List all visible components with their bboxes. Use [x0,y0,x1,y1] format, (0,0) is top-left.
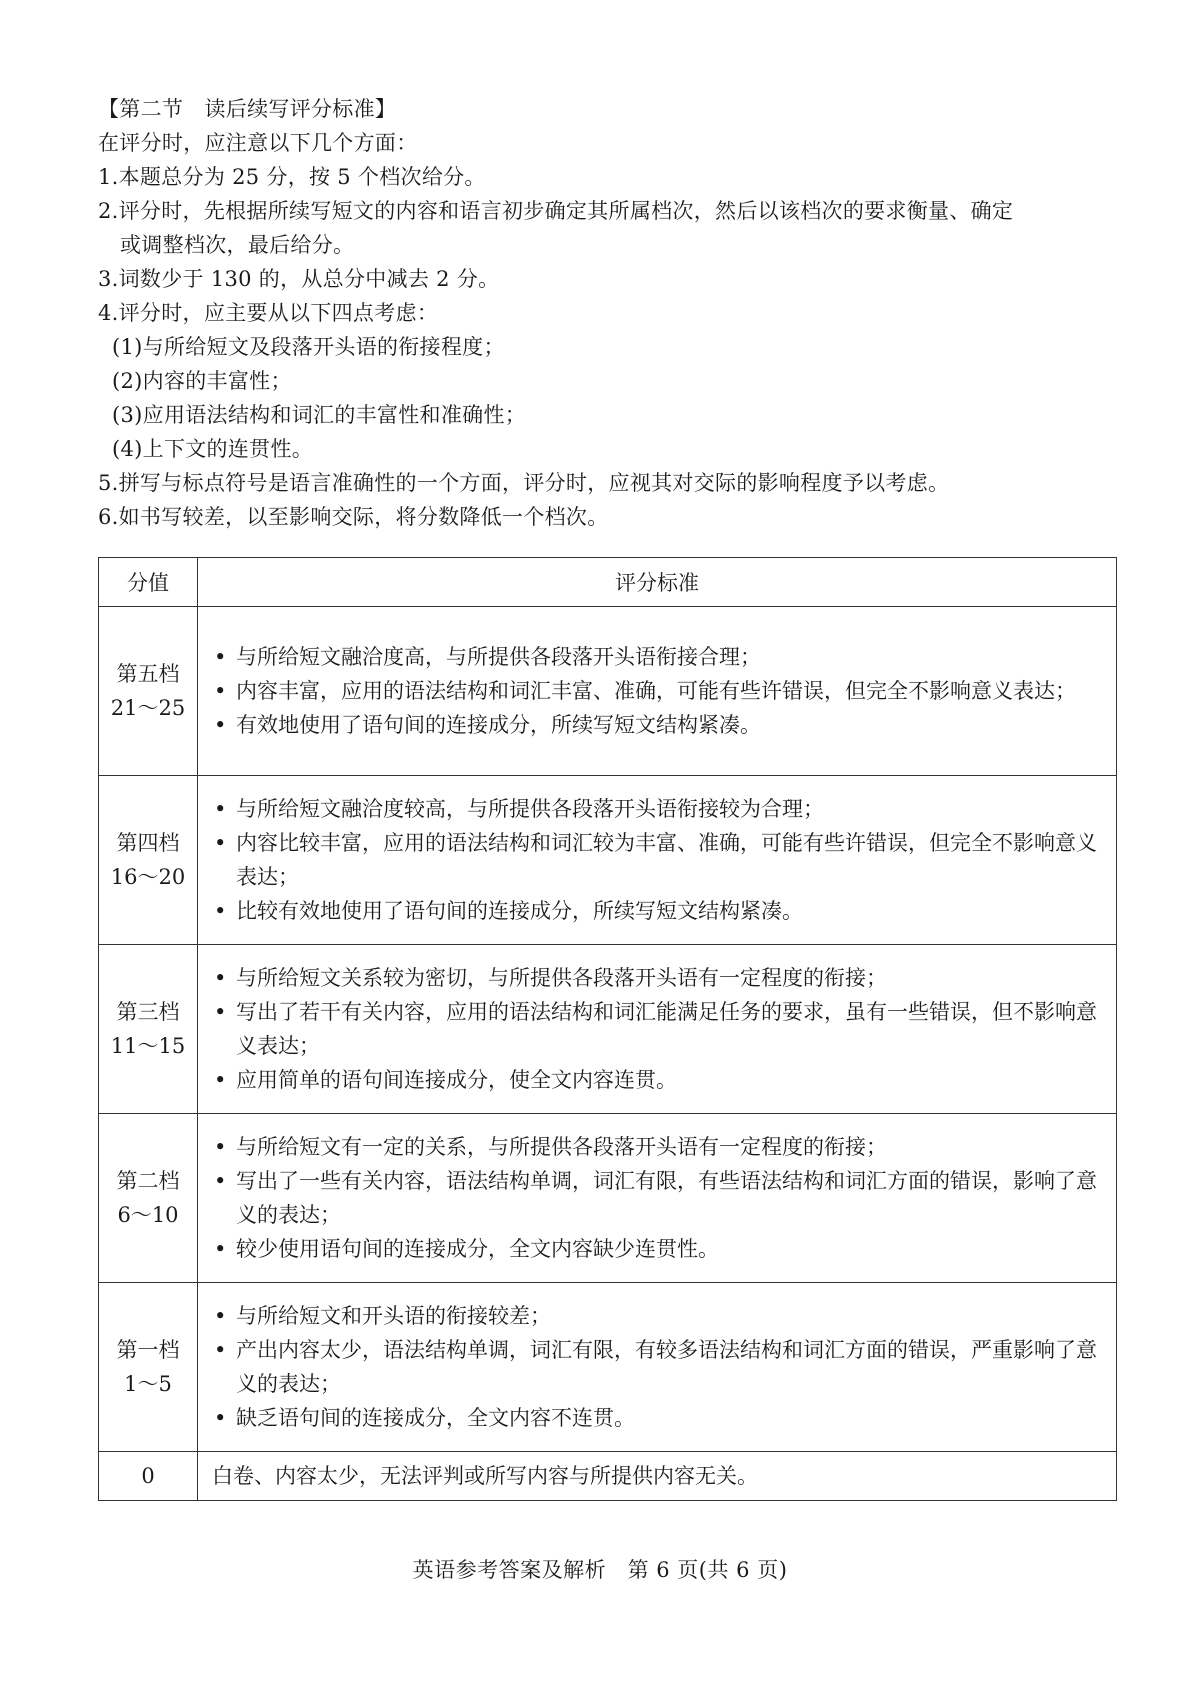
table-row-zero [99,1452,1117,1501]
level-range: 6～10 [117,1203,179,1227]
zero-criteria-cell: 白卷、内容太少，无法评判或所写内容与所提供内容无关。 [198,1452,1117,1501]
table-row-level-2 [99,1114,1117,1283]
table-row-level-4 [99,776,1117,945]
rule-1: 1.本题总分为 25 分，按 5 个档次给分。 [98,165,486,189]
level-name: 第一档 [116,1338,180,1362]
level-criteria-cell [198,607,1117,776]
level-range: 1～5 [124,1372,172,1396]
section-title: 【第二节 读后续写评分标准】 [98,97,397,121]
instructions-block [98,92,1128,534]
criteria-item: • 有效地使用了语句间的连接成分，所续写短文结构紧凑。 [212,708,1106,742]
rule-5: 5.拼写与标点符号是语言准确性的一个方面，评分时，应视其对交际的影响程度予以考虑。 [98,471,950,495]
criteria-item: • 与所给短文融洽度高，与所提供各段落开头语衔接合理； [212,640,1106,674]
level-score-cell [99,945,198,1114]
criteria-item: • 产出内容太少，语法结构单调，词汇有限，有较多语法结构和词汇方面的错误，严重影响了意义的表达； [212,1333,1106,1401]
intro-line: 在评分时，应注意以下几个方面： [98,131,418,155]
level-criteria-cell [198,776,1117,945]
criteria-item: • 写出了一些有关内容，语法结构单调，词汇有限，有些语法结构和词汇方面的错误，影响了意义的表达； [212,1164,1106,1232]
criteria-item: • 与所给短文和开头语的衔接较差； [212,1299,1106,1333]
rule-3: 3.词数少于 130 的，从总分中减去 2 分。 [98,267,500,291]
criteria-item: • 比较有效地使用了语句间的连接成分，所续写短文结构紧凑。 [212,894,1106,928]
criteria-item: • 内容比较丰富，应用的语法结构和词汇较为丰富、准确，可能有些许错误，但完全不影响意义表达； [212,826,1106,894]
level-score-cell [99,607,198,776]
level-score-cell [99,776,198,945]
level-criteria-cell [198,945,1117,1114]
table-row-level-3 [99,945,1117,1114]
level-criteria-cell [198,1114,1117,1283]
level-score-cell [99,1114,198,1283]
scoring-rubric-table [98,557,1117,1501]
criteria-item: • 缺乏语句间的连接成分，全文内容不连贯。 [212,1401,1106,1435]
criteria-item: • 应用简单的语句间连接成分，使全文内容连贯。 [212,1063,1106,1097]
rule-4-point-1: (1)与所给短文及段落开头语的衔接程度； [112,335,505,359]
level-name: 第五档 [116,662,180,686]
zero-score-cell: 0 [99,1452,198,1501]
rule-2-continued: 或调整档次，最后给分。 [120,233,355,257]
level-score-cell [99,1283,198,1452]
table-row-level-5 [99,607,1117,776]
level-range: 21～25 [110,696,186,720]
rule-4-point-3: (3)应用语法结构和词汇的丰富性和准确性； [112,403,527,427]
rule-4-point-4: (4)上下文的连贯性。 [112,437,314,461]
rule-4-point-2: (2)内容的丰富性； [112,369,292,393]
level-range: 16～20 [110,865,186,889]
level-name: 第二档 [116,1169,180,1193]
criteria-item: • 较少使用语句间的连接成分，全文内容缺少连贯性。 [212,1232,1106,1266]
level-range: 11～15 [110,1034,186,1058]
level-name: 第三档 [116,1000,180,1024]
rule-2: 2.评分时，先根据所续写短文的内容和语言初步确定其所属档次，然后以该档次的要求衡量、确定 [98,199,1014,223]
rule-4: 4.评分时，应主要从以下四点考虑： [98,301,439,325]
criteria-item: • 与所给短文融洽度较高，与所提供各段落开头语衔接较为合理； [212,792,1106,826]
level-criteria-cell [198,1283,1117,1452]
criteria-item: • 写出了若干有关内容，应用的语法结构和词汇能满足任务的要求，虽有一些错误，但不影响意义表达； [212,995,1106,1063]
criteria-item: • 与所给短文有一定的关系，与所提供各段落开头语有一定程度的衔接； [212,1130,1106,1164]
criteria-item: • 内容丰富，应用的语法结构和词汇丰富、准确，可能有些许错误，但完全不影响意义表达； [212,674,1106,708]
header-score: 分值 [99,558,198,607]
table-header-row [99,558,1117,607]
table-row-level-1 [99,1283,1117,1452]
criteria-item: • 与所给短文关系较为密切，与所提供各段落开头语有一定程度的衔接； [212,961,1106,995]
rule-6: 6.如书写较差，以至影响交际，将分数降低一个档次。 [98,505,609,529]
header-criteria: 评分标准 [198,558,1117,607]
page-footer: 英语参考答案及解析 第 6 页(共 6 页) [412,1558,788,1582]
level-name: 第四档 [116,831,180,855]
